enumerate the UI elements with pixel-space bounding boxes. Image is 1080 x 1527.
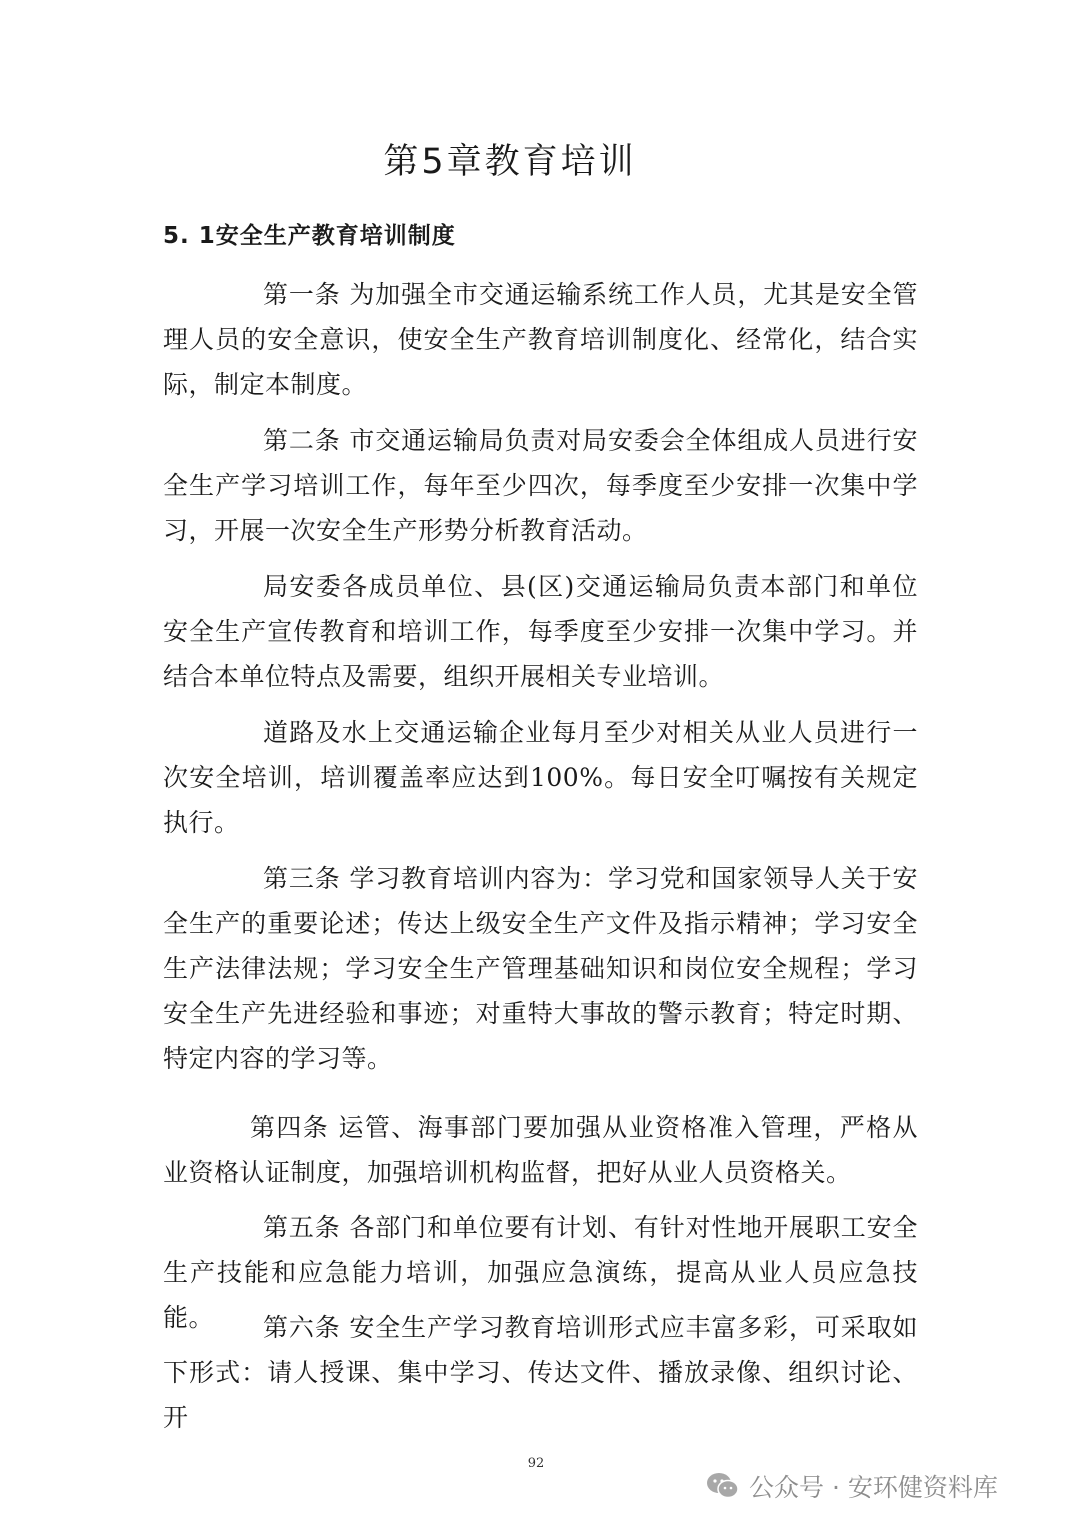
article-3-paragraph: 第三条 学习教育培训内容为：学习党和国家领导人关于安全生产的重要论述；传达上级安全生产文件及指示精神；学习安全生产法律法规；学习安全生产管理基础知识和岗位安全规程；学习安全生产先进经验和事迹；对重特大事故的警示教育；特定时期、特定内容的学习等。 <box>163 864 918 1073</box>
watermark-text: 公众号 · 安环健资料库 <box>749 1473 998 1502</box>
article-2-enterprise-paragraph: 道路及水上交通运输企业每月至少对相关从业人员进行一次安全培训，培训覆盖率应达到100%。每日安全叮嘱按有关规定执行。 <box>163 718 918 837</box>
article-2-member-units-paragraph: 局安委各成员单位、县(区)交通运输局负责本部门和单位安全生产宣传教育和培训工作，每季度至少安排一次集中学习。并结合本单位特点及需要，组织开展相关专业培训。 <box>163 572 918 691</box>
article-6-paragraph: 第六条 安全生产学习教育培训形式应丰富多彩，可采取如下形式：请人授课、集中学习、传达文件、播放录像、组织讨论、开 <box>163 1313 918 1432</box>
article-1-paragraph: 第一条 为加强全市交通运输系统工作人员，尤其是安全管理人员的安全意识，使安全生产教育培训制度化、经常化，结合实际，制定本制度。 <box>163 280 918 399</box>
article-4-paragraph: 第四条 运管、海事部门要加强从业资格准入管理，严格从业资格认证制度，加强培训机构监督，把好从业人员资格关。 <box>163 1113 918 1187</box>
watermark <box>705 1468 998 1504</box>
article-2-paragraph: 第二条 市交通运输局负责对局安委会全体组成人员进行安全生产学习培训工作，每年至少四次，每季度至少安排一次集中学习，开展一次安全生产形势分析教育活动。 <box>163 426 918 545</box>
chapter-title: 第5章教育培训 <box>383 142 637 182</box>
section-heading: 5. 1安全生产教育培训制度 <box>163 223 456 249</box>
wechat-icon <box>705 1471 741 1501</box>
page-number: 92 <box>527 1456 545 1471</box>
article-5-paragraph: 第五条 各部门和单位要有计划、有针对性地开展职工安全生产技能和应急能力培训，加强应急演练，提高从业人员应急技能。 <box>163 1213 918 1332</box>
